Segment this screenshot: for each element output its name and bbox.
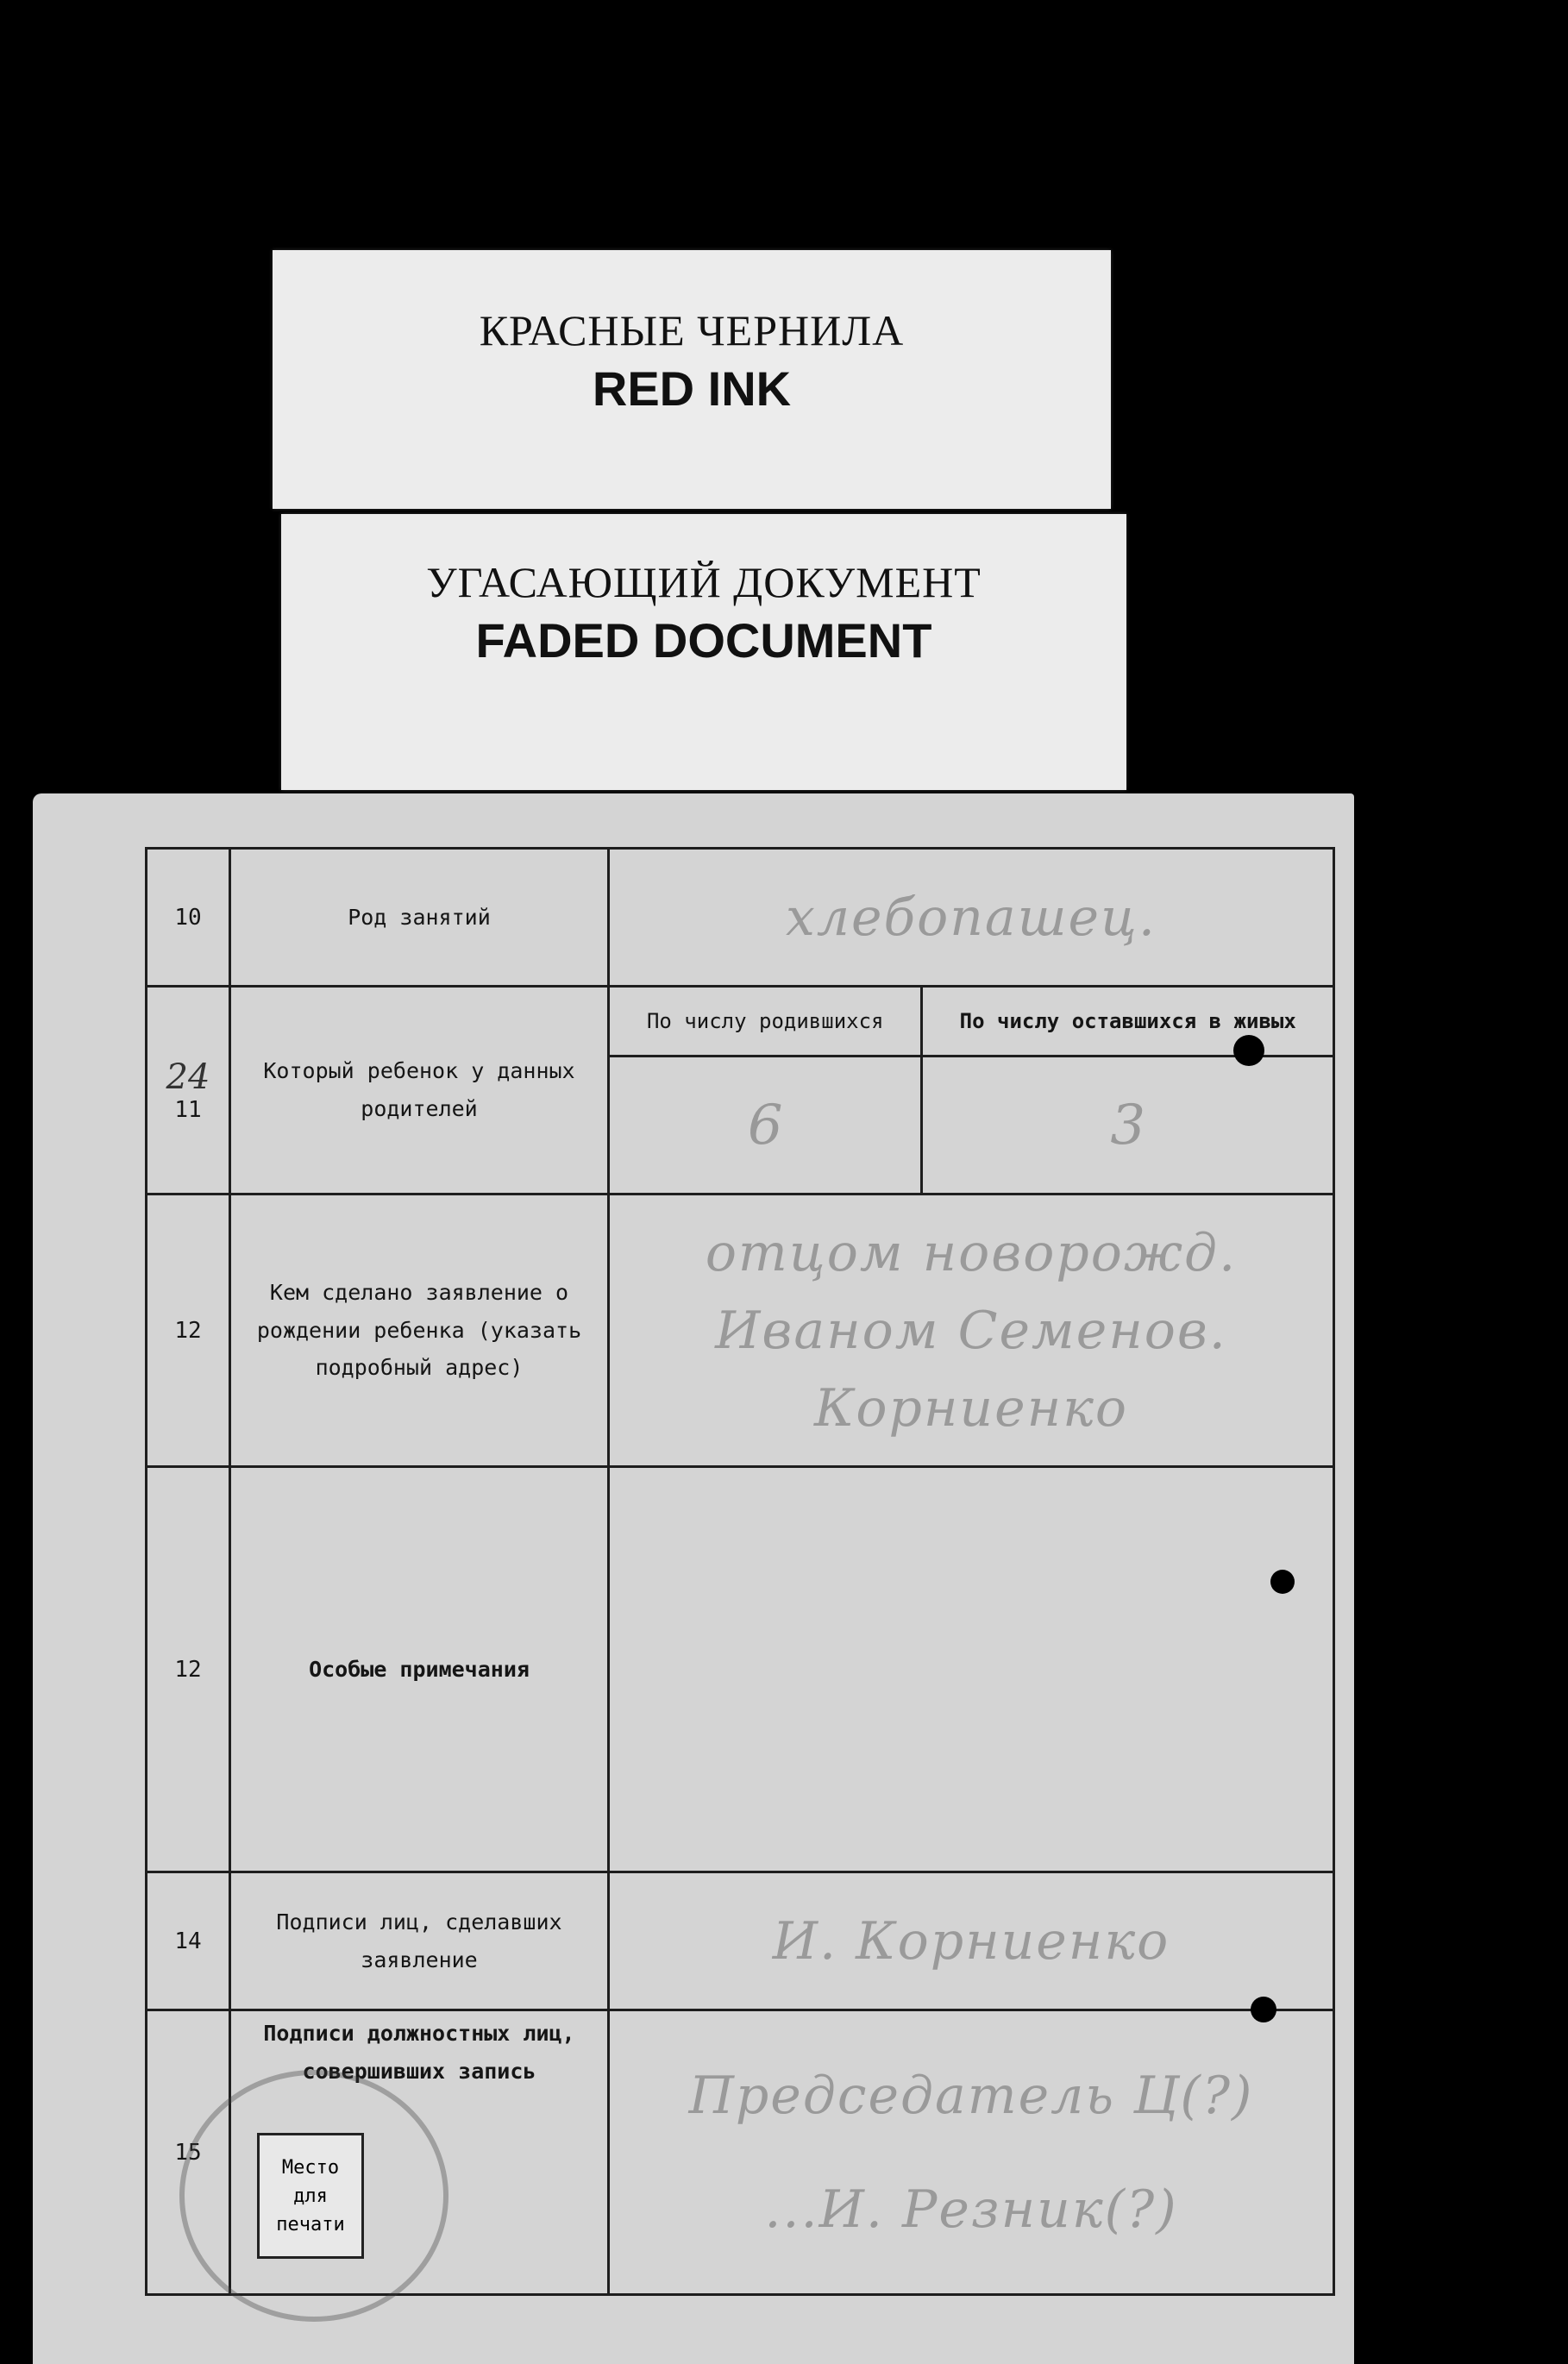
col-header-alive: По числу оставшихся в живых [922, 987, 1334, 1057]
value-born: 6 [609, 1057, 922, 1195]
paper-hole [1233, 1035, 1264, 1066]
official-signature-1: Председатель Ц(?) [688, 2065, 1254, 2126]
row-number [147, 987, 230, 1195]
special-notes-value [609, 1467, 1334, 1872]
stamp-placeholder-box [257, 2133, 364, 2259]
row-number: 14 [147, 1872, 230, 2010]
row-label: Род занятий [230, 849, 609, 987]
faded-document-label-ru: УГАСАЮЩИЙ ДОКУМЕНТ [426, 558, 982, 606]
paper-hole [1270, 1570, 1295, 1594]
faded-document-label-card [281, 514, 1126, 790]
row-label: Который ребенок у данных родителей [230, 987, 609, 1195]
faded-document-label-en: FADED DOCUMENT [475, 613, 932, 668]
birth-record-form [33, 793, 1354, 2364]
row-label: Подписи должностных лиц, совершивших запись [230, 2010, 609, 2295]
row-number: 10 [147, 849, 230, 987]
row-number: 12 [147, 1467, 230, 1872]
row-label: Кем сделано заявление о рождении ребенка (указать подробный адрес) [230, 1195, 609, 1467]
form-row-12b [147, 1467, 1334, 1872]
row-number: 12 [147, 1195, 230, 1467]
row-label: Особые примечания [230, 1467, 609, 1872]
value-alive: 3 [922, 1057, 1334, 1195]
red-ink-label-ru: КРАСНЫЕ ЧЕРНИЛА [479, 306, 905, 354]
row-label: Подписи лиц, сделавших заявление [230, 1872, 609, 2010]
red-ink-label-card [273, 250, 1111, 509]
handwritten-occupation: хлебопашец. [609, 849, 1334, 987]
form-row-10 [147, 849, 1334, 987]
form-row-12a [147, 1195, 1334, 1467]
stamp-line-1: Место [281, 2156, 340, 2179]
row-number-11: 11 [174, 1097, 202, 1123]
handwritten-declarant: отцом новорожд. Иваном Семенов. Корниенко [609, 1195, 1334, 1467]
stamp-line-2: для [293, 2185, 328, 2207]
form-row-14 [147, 1872, 1334, 2010]
stamp-line-3: печати [276, 2213, 345, 2235]
handwritten-official-signatures [609, 2010, 1334, 2295]
margin-note: 24 [166, 1057, 210, 1097]
paper-hole [1251, 1997, 1276, 2022]
handwritten-declarant-signature: И. Корниенко [609, 1872, 1334, 2010]
row-number: 15 [147, 2010, 230, 2295]
form-row-11-head [147, 987, 1334, 1057]
red-ink-label-en: RED INK [592, 361, 792, 416]
official-signature-2: ...И. Резник(?) [764, 2179, 1178, 2240]
col-header-born: По числу родившихся [609, 987, 922, 1057]
